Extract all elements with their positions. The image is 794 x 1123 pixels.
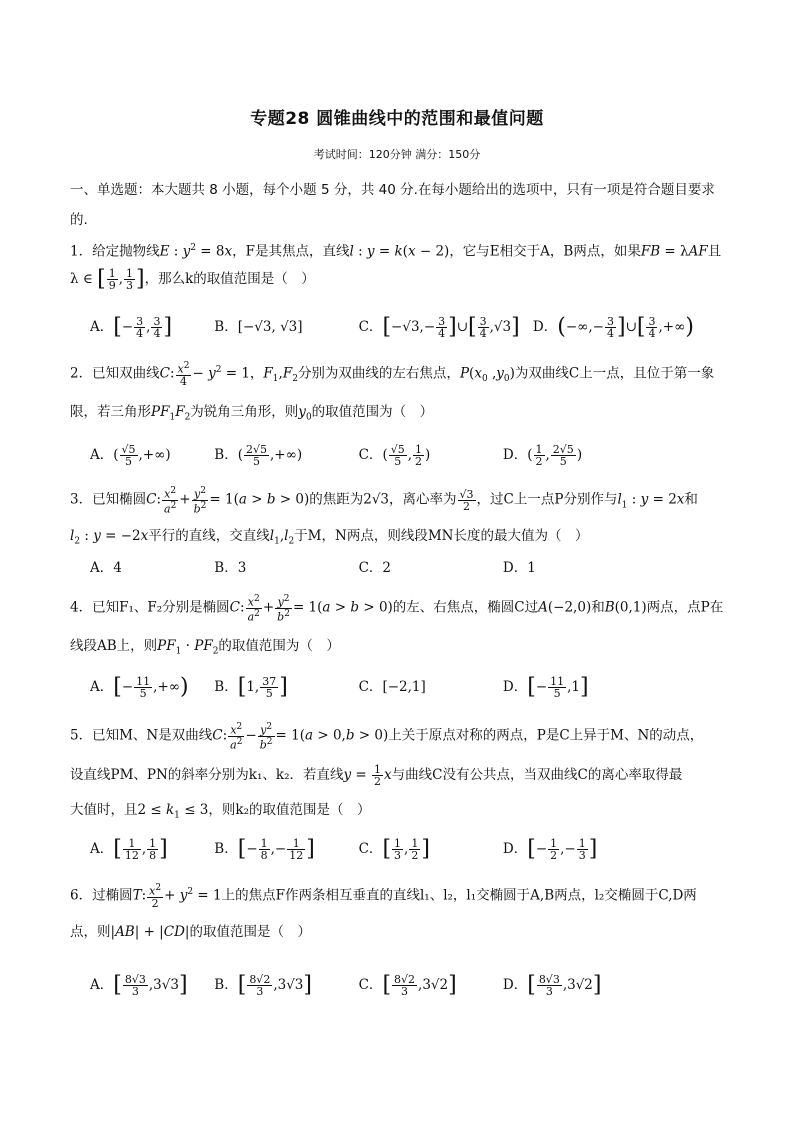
question-1-options: [90, 316, 694, 339]
q-text: ，那么k的取值范围是（ ）: [144, 271, 315, 287]
q-text: 为双曲线C上一点，且位于第一象: [514, 365, 715, 382]
q-text: 为锐角三角形，则: [190, 404, 299, 420]
question-1-cont: λ ∈ [ $\frac{1}{9}$ , $\frac{1}{3}$ ]，那么k的取值范围是（ ）: [70, 266, 315, 292]
q-text: ，过C上一点P分别作与: [476, 491, 618, 508]
question-1: 1．给定抛物线E : $y^2 = 8x$，F是其焦点，直线l : y = k(x − 2)，它与E相交于A，B两点，如果FB = λAF且: [70, 243, 722, 260]
q-text: 线段AB上，则: [70, 638, 158, 654]
question-6: 6．过椭圆T: $\frac{x^2}{2}$ + $y^2 = 1$上的焦点F作两条相互垂直的直线l₁、l₂，l₁交椭圆于A,B两点，l₂交椭圆于C,D两: [70, 883, 697, 910]
q-text: 已知F₁、F₂分别是椭圆: [92, 599, 230, 616]
option-c[interactable]: C．[ $\frac{1}{3}$ , $\frac{1}{2}$ ]: [358, 836, 430, 862]
option-d[interactable]: D．( $\frac{1}{2}$ , $\frac{2√5}{5}$ ): [502, 443, 583, 468]
section-heading: 一、单选题：本大题共 8 小题，每个小题 5 分，共 40 分.在每小题给出的选项中，只有一项是符合题目要求: [70, 182, 715, 198]
q-text: ，F是其焦点，直线: [232, 243, 350, 260]
q-text: 已知双曲线: [92, 365, 160, 382]
q-text: 已知M、N是双曲线: [92, 727, 213, 744]
q-text: 上的焦点F作两条相互垂直的直线l₁、l₂，l₁交椭圆于A,B两点，l₂交椭圆于C,D两: [221, 887, 697, 904]
question-3-options: [90, 558, 536, 578]
question-number: 2．: [70, 365, 93, 382]
option-c[interactable]: C．( $\frac{√5}{5}$ , $\frac{1}{2}$ ): [358, 443, 431, 468]
question-5-cont: 设直线PM、PN的斜率分别为k₁、k₂．若直线y = $\frac{1}{2}$ x与曲线C没有公共点，当双曲线C的离心率取得最: [70, 763, 683, 788]
question-number: 3．: [70, 491, 93, 508]
q-text: 的取值范围为（ ）: [311, 404, 434, 420]
q-text: 上关于原点对称的两点，P是C上异于M、N的动点，: [388, 727, 704, 744]
q-text: 的取值范围是（ ）: [189, 924, 311, 940]
option-d[interactable]: D．[ $\frac{8√3}{3}$ ,3√2]: [502, 972, 602, 998]
exam-info: 考试时间：120分钟 满分：150分: [313, 148, 481, 161]
q-text: 点，则: [70, 924, 111, 940]
question-number: 6．: [70, 887, 93, 904]
option-c[interactable]: C．[ $\frac{8√2}{3}$ ,3√2]: [358, 972, 457, 998]
q-text: 与曲线C没有公共点，当双曲线C的离心率取得最: [391, 767, 683, 783]
question-number: 5．: [70, 727, 93, 744]
q-text: 的焦距为: [309, 491, 364, 508]
q-text: 两点，点P在: [646, 599, 724, 616]
question-3: 3．已知椭圆C: $\frac{x^2}{a^2}$ + $\frac{y^2}{b^2}$ = 1(a > b > 0)的焦距为2√3，离心率为 $\frac{√3}{2}$ ，过C上一点P分别作与$l_1$ : y = 2x和: [70, 486, 698, 516]
q-text: ，离心率为: [389, 491, 457, 508]
q-text: 大值时，且: [70, 802, 138, 818]
q-text: 限，若三角形: [70, 404, 151, 420]
question-6-options: [90, 974, 602, 997]
q-text: 平行的直线，交直线: [148, 528, 270, 544]
option-a[interactable]: A．4: [90, 560, 122, 576]
question-4: 4．已知F₁、F₂分别是椭圆C: $\frac{x^2}{a^2}$ + $\frac{y^2}{b^2}$ = 1(a > b > 0)的左、右焦点，椭圆C过A(−2,0)和B(0,1)两点，点P在: [70, 594, 724, 624]
option-a[interactable]: A．[− $\frac{3}{4}$ , $\frac{3}{4}$ ]: [90, 314, 173, 340]
q-text: 和: [591, 599, 605, 616]
q-text: ，则k₂的取值范围是（ ）: [208, 802, 371, 818]
option-d[interactable]: D．[− $\frac{11}{5}$ ,1]: [502, 674, 589, 700]
option-d[interactable]: D．[− $\frac{1}{2}$ ,− $\frac{1}{3}$ ]: [502, 836, 598, 862]
option-c[interactable]: C．2: [358, 560, 392, 576]
question-5-options: [90, 838, 597, 861]
q-text: ，它与E相交于A，B两点，如果: [449, 243, 641, 260]
q-text: 和: [684, 491, 698, 508]
q-text: 的左、右焦点，椭圆C过: [392, 599, 539, 616]
q-text: 给定抛物线: [92, 243, 160, 260]
question-2-cont: 限，若三角形$PF_1F_2$为锐角三角形，则$y_0$的取值范围为（ ）: [70, 404, 434, 423]
q-text: 且: [707, 243, 722, 260]
question-4-options: [90, 676, 589, 699]
option-a[interactable]: A．[− $\frac{11}{5}$ ,+∞): [90, 674, 189, 700]
q-text: 已知椭圆: [92, 491, 147, 508]
question-5-cont2: 大值时，且$2 \le k_1 \le 3$，则k₂的取值范围是（ ）: [70, 802, 371, 821]
q-text: 于M，N两点，则线段MN长度的最大值为（ ）: [294, 528, 589, 544]
q-text: 的取值范围为（ ）: [218, 638, 340, 654]
option-a[interactable]: A．[ $\frac{1}{12}$ , $\frac{1}{8}$ ]: [90, 836, 168, 862]
option-c[interactable]: C．[−2,1]: [358, 679, 426, 695]
option-c[interactable]: C．[−√3,− $\frac{3}{4}$ ]∪[ $\frac{3}{4}$ ,√3]: [358, 314, 520, 340]
question-number: 1．: [70, 243, 93, 260]
option-b[interactable]: B．[1, $\frac{37}{5}$ ]: [214, 674, 288, 700]
option-b[interactable]: B．[−√3, √3]: [214, 319, 303, 335]
option-b[interactable]: B．[− $\frac{1}{8}$ ,− $\frac{1}{12}$ ]: [214, 836, 315, 862]
option-b[interactable]: B．[ $\frac{8√2}{3}$ ,3√3]: [214, 972, 312, 998]
question-6-cont: 点，则|AB| + |CD|的取值范围是（ ）: [70, 924, 311, 940]
q-text: 分别为双曲线的左右焦点，: [297, 365, 460, 382]
q-text: 设直线PM、PN的斜率分别为k₁、k₂．若直线: [70, 767, 344, 783]
question-4-cont: 线段AB上，则$PF_1 \cdot PF_2$的取值范围为（ ）: [70, 638, 340, 657]
option-d[interactable]: D．1: [502, 560, 536, 576]
page-title: 专题28 圆锥曲线中的范围和最值问题: [250, 109, 544, 129]
question-3-cont: $l_2$ : y = −2x平行的直线，交直线$l_1,l_2$于M，N两点，则线段MN长度的最大值为（ ）: [70, 528, 589, 547]
question-2: 2．已知双曲线C: $\frac{x^2}{4}$ − $y^2 = 1$，$F_1,F_2$分别为双曲线的左右焦点，$P(x_0$ $,y_0$)为双曲线C上一点，且位于第一象: [70, 361, 715, 388]
option-b[interactable]: B．( $\frac{2√5}{5}$ ,+∞): [214, 443, 303, 468]
question-number: 4．: [70, 599, 93, 616]
option-d[interactable]: D．(−∞,− $\frac{3}{4}$ ]∪[ $\frac{3}{4}$ ,+∞): [532, 314, 694, 340]
option-a[interactable]: A．[ $\frac{8√3}{3}$ ,3√3]: [90, 972, 188, 998]
q-text: 过椭圆: [92, 887, 133, 904]
option-a[interactable]: A．( $\frac{√5}{5}$ ,+∞): [90, 443, 171, 468]
question-5: 5．已知M、N是双曲线C: $\frac{x^2}{a^2}$ − $\frac{y^2}{b^2}$ = 1(a > 0,b > 0)上关于原点对称的两点，P是C上异于M、N的动点，: [70, 722, 704, 752]
section-heading-cont: 的.: [70, 212, 88, 228]
option-b[interactable]: B．3: [214, 560, 247, 576]
question-2-options: [90, 444, 582, 467]
